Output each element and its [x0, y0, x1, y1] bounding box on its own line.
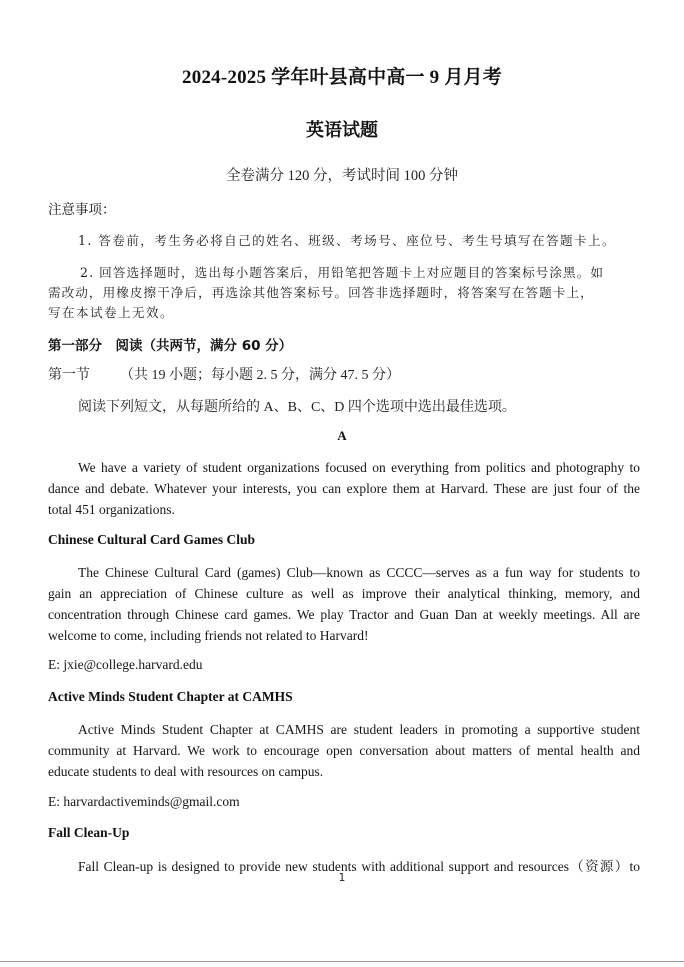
passage-intro [48, 457, 640, 520]
page-divider [0, 961, 684, 967]
club-email-active-minds: E: harvardactiveminds@gmail.com [48, 794, 240, 809]
part-heading: 第一部分 阅读（共两节，满分 60 分） [48, 338, 293, 354]
club-description-fall-cleanup: Fall Clean-up is designed to provide new students with additional support and resources（资源）to [78, 859, 640, 874]
text-line: total 451 organizations. [48, 502, 175, 517]
text-line: The Chinese Cultural Card (games) Club—known as CCCC—serves as a fun way for students to [78, 565, 640, 580]
club-heading-fall-cleanup: Fall Clean-Up [48, 825, 130, 840]
notice-item-2-line-3: 写在本试卷上无效。 [48, 305, 174, 320]
notice-item-2-line-1: 2. 回答选择题时，选出每小题答案后，用铅笔把答题卡上对应题目的答案标号涂黑。如 [80, 265, 604, 280]
notice-heading: 注意事项： [48, 202, 116, 218]
reading-instructions: 阅读下列短文，从每题所给的 A、B、C、D 四个选项中选出最佳选项。 [78, 400, 516, 415]
text-line: community at Harvard. We work to encourage open conversation about matters of mental health and [48, 743, 640, 758]
text-line: welcome to come, including friends not related to Harvard! [48, 628, 369, 643]
text-line: dance and debate. Whatever your interests, you can explore them at Harvard. These are just four of the [48, 481, 640, 496]
page-number: 1 [338, 872, 346, 884]
notice-item-2-line-2: 需改动，用橡皮擦干净后，再选涂其他答案标号。回答非选择题时，将答案写在答题卡上， [48, 285, 594, 300]
passage-letter: A [337, 428, 347, 443]
club-description-active-minds [48, 719, 640, 782]
section-label: 第一节 [48, 368, 90, 383]
section-detail: （共 19 小题；每小题 2. 5 分，满分 47. 5 分） [120, 368, 400, 383]
notice-item-1: 1. 答卷前，考生务必将自己的姓名、班级、考场号、座位号、考生号填写在答题卡上。 [78, 233, 616, 248]
exam-info: 全卷满分 120 分，考试时间 100 分钟 [226, 168, 458, 184]
club-description-cccc [48, 562, 640, 646]
text-line: We have a variety of student organizations focused on everything from politics and photography to [78, 460, 640, 475]
subject-title: 英语试题 [306, 120, 378, 140]
section-heading [48, 364, 400, 384]
exam-title: 2024-2025 学年叶县高中高一 9 月月考 [182, 67, 502, 88]
text-line: educate students to deal with resources on campus. [48, 764, 324, 779]
club-heading-cccc: Chinese Cultural Card Games Club [48, 532, 256, 547]
club-email-cccc: E: jxie@college.harvard.edu [48, 657, 203, 672]
text-line: gain an appreciation of Chinese culture as well as improve their analytical thinking, memory, and [48, 586, 640, 601]
text-line: concentration through Chinese card games. We play Tractor and Guan Dan at weekly meetings. All are [48, 607, 640, 622]
club-heading-active-minds: Active Minds Student Chapter at CAMHS [48, 689, 293, 704]
text-line: Active Minds Student Chapter at CAMHS are student leaders in promoting a supportive student [78, 722, 640, 737]
